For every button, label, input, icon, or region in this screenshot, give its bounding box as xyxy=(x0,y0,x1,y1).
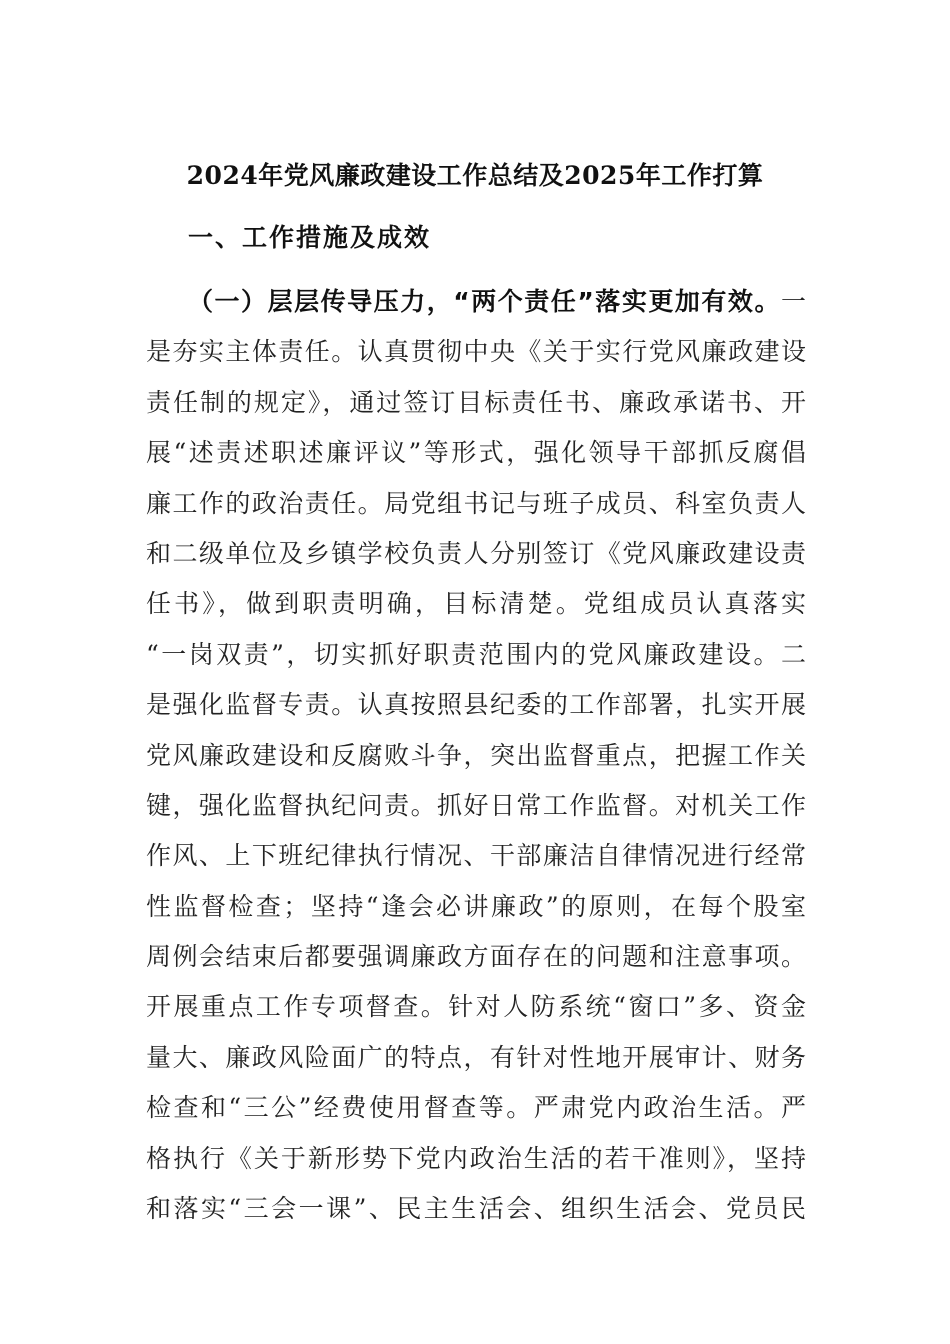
paragraph-subheading: （一）层层传导压力，“两个责任”落实更加有效。 xyxy=(188,287,781,316)
paragraph-line: 周例会结束后都要强调廉政方面存在的问题和注意事项。 xyxy=(146,942,806,972)
paragraph-line: 格执行《关于新形势下党内政治生活的若干准则》，坚持 xyxy=(146,1143,806,1173)
paragraph-line: 和落实“三会一课”、民主生活会、组织生活会、党员民 xyxy=(146,1194,806,1224)
paragraph-line: 是强化监督专责。认真按照县纪委的工作部署，扎实开展 xyxy=(146,690,806,720)
document-title: 2024年党风廉政建设工作总结及2025年工作打算 xyxy=(186,161,764,190)
paragraph-line: 检查和“三公”经费使用督查等。严肃党内政治生活。严 xyxy=(146,1093,806,1123)
paragraph-line: 是夯实主体责任。认真贯彻中央《关于实行党风廉政建设 xyxy=(146,337,806,367)
paragraph-line: 展“述责述职述廉评议”等形式，强化领导干部抓反腐倡 xyxy=(146,438,806,468)
paragraph-line: 量大、廉政风险面广的特点，有针对性地开展审计、财务 xyxy=(146,1042,806,1072)
paragraph-line: 廉工作的政治责任。局党组书记与班子成员、科室负责人 xyxy=(146,488,806,518)
paragraph-line: 责任制的规定》，通过签订目标责任书、廉政承诺书、开 xyxy=(146,387,806,417)
paragraph-line: 任书》，做到职责明确，目标清楚。党组成员认真落实 xyxy=(146,589,806,619)
paragraph-line: “一岗双责”，切实抓好职责范围内的党风廉政建设。二 xyxy=(146,639,806,669)
section-heading: 一、工作措施及成效 xyxy=(188,223,432,252)
body-paragraph xyxy=(146,277,806,1234)
paragraph-line-text: 一 xyxy=(780,287,806,316)
paragraph-line: 和二级单位及乡镇学校负责人分别签订《党风廉政建设责 xyxy=(146,538,806,568)
paragraph-line: 开展重点工作专项督查。针对人防系统“窗口”多、资金 xyxy=(146,992,806,1022)
paragraph-line: 作风、上下班纪律执行情况、干部廉洁自律情况进行经常 xyxy=(146,841,806,871)
paragraph-line xyxy=(146,277,806,327)
paragraph-line: 性监督检查；坚持“逢会必讲廉政”的原则，在每个股室 xyxy=(146,891,806,921)
paragraph-line: 键，强化监督执纪问责。抓好日常工作监督。对机关工作 xyxy=(146,790,806,820)
paragraph-line: 党风廉政建设和反腐败斗争，突出监督重点，把握工作关 xyxy=(146,740,806,770)
